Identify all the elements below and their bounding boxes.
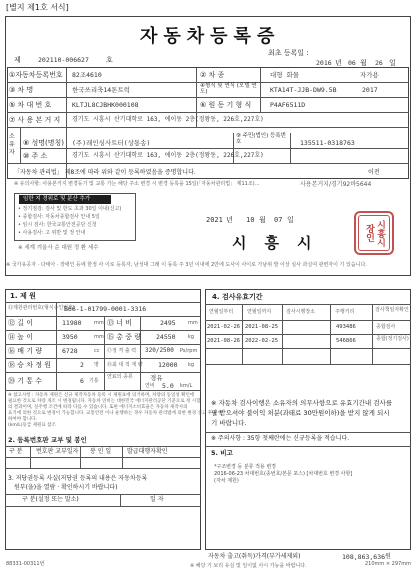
owner-address-label: ⑩ 주 소 [23, 152, 48, 160]
spec-label: ⑫ 길 이 [8, 319, 33, 327]
owner-id-value: 135511-0318763 [300, 139, 355, 147]
plate-header: 번호판 교부일자 [36, 448, 79, 455]
spec-value: 6728 [62, 347, 78, 355]
mortgage-section-title-2: 원부(을)을 열람 · 확인하시기 바랍니다) [14, 484, 118, 491]
remarks-line: 2016-06-23 차대번호(종번호/본문 포스) [차대번호 변경 사항] [214, 471, 353, 477]
inspection-header: 검사책임자확인 [375, 307, 409, 313]
issue-day-unit: 일 [287, 216, 294, 224]
spec-label: ⑬ 너 비 [107, 319, 132, 327]
spec-unit: 명 [94, 362, 99, 368]
inspection-header: 주행거리 [335, 309, 355, 315]
inspection-from: 2021-02-26 [207, 324, 241, 330]
vin-label: ⑤ 차 대 번 호 [9, 101, 52, 109]
vehicle-type-label: ② 차 종 [200, 71, 225, 79]
spec-label: ⑰정 격 출 력 [107, 348, 137, 354]
inspection-from: 2021-08-26 [207, 338, 241, 344]
spec-value: 6 [80, 377, 84, 385]
issue-day: 07 [274, 216, 283, 224]
mortgage-header: 구 분(설정 또는 말소) [22, 496, 79, 503]
inspection-header: 연월일까지 [247, 309, 272, 315]
issuer-name: 시흥시 [232, 234, 330, 252]
inspection-mileage: 546866 [336, 338, 356, 344]
spec-value: 24550 [156, 333, 176, 341]
fuel-eff-unit: km/L [180, 383, 193, 389]
inspection-header: 연월일부터 [209, 309, 234, 315]
price-label: 자동차 출고(취득)가격(부가세제외) [208, 553, 301, 560]
issue-year: 2021 [206, 216, 223, 224]
note-line: 의 결과이며, 실주행 조건에 따라 다를 수 있습니다. 또한 에너지소비효율은 자동차 제작사의 [8, 405, 188, 410]
model-year-label: ④형식 및 연식 (모델 연도) [200, 83, 257, 95]
base-location-value: 경기도 시흥시 산기대학로 163, 에이동 2층(정왕동, 226호,227호) [72, 116, 264, 123]
notice-line: • 정기점검: 검사 및 한도 초과 30일 이내(신고) [18, 206, 122, 212]
inspection-confirm: 종합검사 [376, 324, 396, 330]
base-location-label: ⑦ 사 용 본 거 지 [9, 116, 61, 124]
issue-year-unit: 년 [226, 216, 233, 224]
vehicle-use-value: 자가용 [360, 71, 379, 79]
paper-size: 210mm × 297mm [365, 561, 411, 567]
notice-line: • 사용검사: 고 위반 및 정 안내 [18, 230, 86, 236]
first-reg-year: 2016 [316, 59, 332, 67]
note-line: (km/L)등급 제원표 참조 [8, 423, 56, 428]
note-line: 필요한 것으로 차량 개조 시 변경됩니다. 자동차 연비는 대한민국 에너지관리공단 기준으로 정 시험 [8, 399, 201, 404]
spec-value: 2495 [160, 319, 176, 327]
note-line: 하여야 합니다. [8, 417, 37, 422]
page-title: 자동차등록증 [140, 26, 281, 47]
side-note: ※ 세계 겨울사 순 대원 정 환 세수 [18, 245, 99, 251]
spec-value: 3950 [62, 333, 78, 341]
owner-side-label: 소유자 [9, 133, 15, 156]
spec-unit: mm [94, 320, 104, 326]
plate-section-title: 2. 등록번호판 교부 및 봉인 [8, 436, 87, 444]
model-year-value: 2017 [362, 86, 378, 94]
remarks-title: 5. 비고 [211, 449, 233, 457]
issue-month: 10 [246, 216, 255, 224]
spec-label: ⑳ 기 통 수 [8, 377, 42, 385]
first-reg-day: 26 [375, 59, 383, 67]
official-seal [354, 211, 394, 255]
spec-unit: cc [94, 348, 100, 354]
note-line: 표기에 의한 것으로 변경이 가능합니다. 교통안전 이나 운행하는 경우 자동차 관리법에 의한 변경 신고 후 운행 [8, 411, 223, 416]
spec-value: B66-1-01799-0001-3316 [64, 305, 147, 313]
vehicle-type-value: 대형 화물 [270, 71, 300, 79]
inspection-header: 검사시행장소 [286, 309, 315, 315]
vin-value: KLTJL8CJBHK000108 [72, 101, 139, 109]
fuel-eff-value: 5.0 [162, 382, 174, 390]
spec-unit: kg [188, 334, 195, 340]
specs-notes [8, 393, 223, 429]
vehicle-name-value: 한국쓰리축14톤트럭 [72, 86, 131, 94]
mortgage-header: 일 자 [150, 496, 164, 503]
owner-id-label: ⑨ 주민(법인) 등록번호 [236, 133, 286, 145]
inspection-warning [211, 398, 407, 428]
price-value: 108,863,636 [342, 553, 386, 561]
caution-text: ※ 주의사항 : 35항 첫째란에는 신규등록을 적습니다. [211, 435, 350, 442]
engine-type-label: ⑥ 원 동 기 형 식 [200, 101, 252, 109]
owner-name-label: ⑧ 성명(명칭) [23, 139, 65, 147]
form-code: 88331-00311번 [6, 561, 45, 567]
spec-unit: 기통 [89, 378, 99, 384]
certification-text: 「자동차 관리법」 제8조에 따라 위와 같이 등록하였음을 증명합니다. [14, 169, 196, 176]
notice-line: • 임시 검사: 한국교통안전공단 신청 [18, 222, 97, 228]
remarks-line: (자차 제원) [214, 478, 239, 484]
notice-line: • 종합검사: 자동차종합검사 안내 5일 [18, 214, 100, 220]
plate-header: 발급대행자확인 [127, 448, 168, 455]
seal-inner: 시흥시장인 [358, 215, 390, 251]
reg-number-value: 82조4610 [72, 71, 102, 79]
warning-line: 기 바랍니다. [211, 419, 247, 427]
warning-line: 필 받으셔야 불이익 처분(과태료 30만원이하)을 받지 않게 되시 [211, 409, 390, 417]
notice-box [14, 193, 136, 241]
first-reg-label: 최초 등록일 : [268, 49, 309, 57]
spec-value: 11980 [62, 319, 82, 327]
mortgage-section-title: 3. 저당권등록 사실(저당권 등록의 내용은 자동차등록 [8, 475, 148, 482]
spec-value: 2 [80, 361, 84, 369]
transfer-label: 이전 [368, 169, 380, 176]
inspection-confirm: 종합(정기검사) [376, 336, 409, 342]
issue-month-unit: 월 [259, 216, 266, 224]
spec-value: 320/2500 [145, 347, 174, 354]
vehicle-name-label: ③ 차 명 [9, 86, 34, 94]
spec-label: ⑲최 대 적 재 량 [107, 362, 143, 368]
spec-unit: mm [94, 334, 104, 340]
transfer-note: 사용본거지/경기92바5644 [300, 181, 372, 188]
warning-line: ※ 자동차 검사이행은 소유자의 의무사항으로 유효기간내 검사를 [211, 399, 393, 407]
plate-header: 봉 인 일 [90, 448, 112, 455]
first-reg-month: 06 [348, 59, 356, 67]
doc-no-prefix: 제 [14, 56, 21, 64]
model-value: KTA14T-JJB-DW9.5B [270, 86, 337, 94]
fuel-type-value: 경유 [150, 374, 163, 382]
notice-title: 임한 지 경위로 및 분산 추가 [19, 195, 111, 204]
bottom-notice: ※ 해당 기 보리 유실 및 일이없 사시 가능을 바랍니다. [190, 563, 307, 569]
footer-notice: ※ 국가유공자 · 다태아 · 장애인 등에 한정 사 이로 등록자, 남성대 그래 이 동록 주 3년 이내에 2만에 도사이 사이로 가남위 발 이상 심사 과실여 관련자이 기 있습니다. [6, 262, 367, 268]
spec-unit: kg [188, 362, 195, 368]
spec-unit: Ps/rpm [180, 348, 198, 354]
spec-label: ⑪제원관리번호(형식승인번호) [8, 305, 75, 311]
price-unit: 원 [385, 553, 391, 560]
note-line: ※ 참고사항 : 자동차 제원은 신규 제작자동차 등록 시 제원표에 의거하며, 차량의 동일성 확인에 [8, 393, 195, 398]
doc-no-suffix: 호 [106, 56, 113, 64]
remarks-body [214, 464, 404, 485]
inspection-to: 2022-02-25 [245, 338, 279, 344]
spec-label: ⑱ 승 차 정 원 [8, 361, 51, 369]
engine-type-value: P4AF6511D [270, 101, 306, 109]
inspection-mileage: 493486 [336, 324, 356, 330]
spec-unit: mm [188, 320, 198, 326]
fuel-type-label: 연료의 종류 [107, 374, 133, 380]
spec-label: ⑯ 배 기 량 [8, 347, 42, 355]
inspection-title: 4. 검사유효기간 [212, 293, 263, 301]
first-reg-day-unit: 일 [389, 59, 396, 67]
caution-line: ※ 유의사항: 사용본거지 변경등기 및 교통 가는 해당 주소 변경 시 변경 등록을 15일(「자동차관리법」 제11조)... [14, 181, 260, 187]
fuel-eff-label: 연비 [145, 383, 155, 389]
reg-number-label: ①자동차등록번호 [9, 71, 63, 79]
spec-label: ⑮ 총 중 량 [107, 333, 141, 341]
form-number: [별지 제1호 서식] [6, 3, 69, 12]
plate-header: 구 분 [9, 448, 23, 455]
first-reg-month-unit: 월 [360, 59, 367, 67]
doc-number: 202110-006627 [38, 56, 89, 64]
inspection-to: 2021-08-25 [245, 324, 279, 330]
spec-value: 12000 [158, 361, 178, 369]
first-reg-year-unit: 년 [335, 59, 342, 67]
spec-label: ⑭ 높 이 [8, 333, 33, 341]
specs-title: 1. 제 원 [10, 292, 36, 300]
owner-address-value: 경기도 시흥시 산기대학로 163, 에이동 2층(정왕동, 226호,227호) [72, 152, 264, 159]
owner-name-value: (주)래인싱사트터(상통송) [72, 139, 151, 147]
remarks-line: *구조변경 등 분류 적용 변경 [214, 464, 276, 470]
